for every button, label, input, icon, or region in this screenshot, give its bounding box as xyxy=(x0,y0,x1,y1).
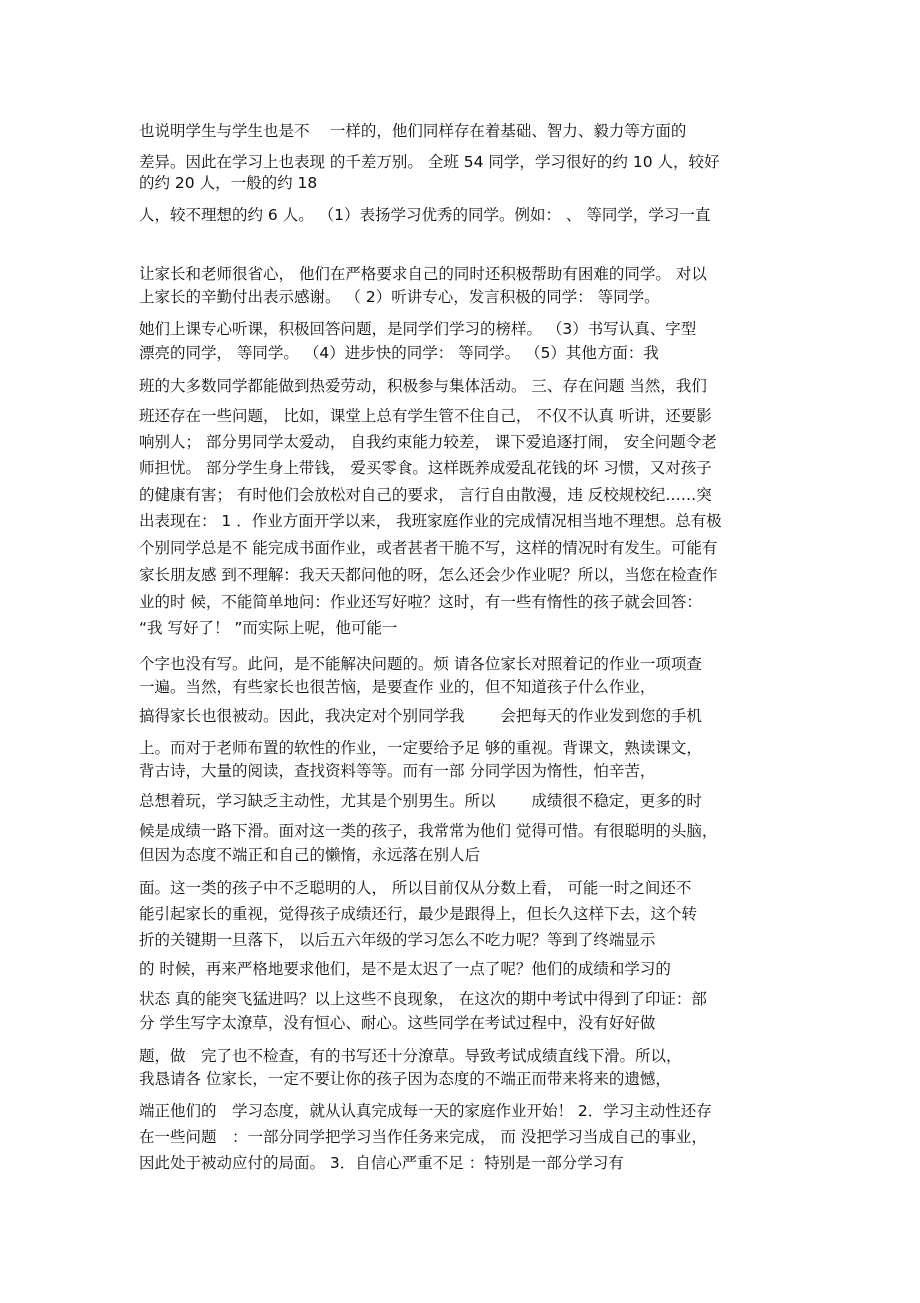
text-line: 在一些问题 ：一部分同学把学习当作任务来完成， 而 没把学习当成自己的事业， xyxy=(139,1128,707,1146)
text-line: 分 学生写字太潦草，没有恒心、耐心。这些同学在考试过程中，没有好好做 xyxy=(139,1014,656,1032)
text-line: 背古诗，大量的阅读，查找资料等等。而有一部 分同学因为惰性，怕辛苦， xyxy=(139,762,656,780)
text-line: 出表现在： 1 ．作业方面开学以来， 我班家庭作业的完成情况相当地不理想。总有极 xyxy=(139,512,722,530)
text-line: 折的关键期一旦落下， 以后五六年级的学习怎么不吃力呢？等到了终端显示 xyxy=(139,931,656,949)
text-line: 面。这一类的孩子中不乏聪明的人， 所以目前仅从分数上看， 可能一时之间还不 xyxy=(139,879,692,897)
text-line: 个别同学总是不 能完成书面作业，或者甚者干脆不写，这样的情况时有发生。可能有 xyxy=(139,539,718,557)
text-line: 的约 20 人，一般的约 18 xyxy=(139,174,318,192)
text-line: 人，较不理想的约 6 人。 （1）表扬学习优秀的同学。例如： 、 等同学，学习一直 xyxy=(139,206,711,224)
text-line: 她们上课专心听课，积极回答问题，是同学们学习的榜样。 （3）书写认真、字型 xyxy=(139,320,697,338)
text-line: 也说明学生与学生也是不 一样的，他们同样存在着基础、智力、毅力等方面的 xyxy=(139,122,687,140)
text-line: 师担忧。 部分学生身上带钱， 爱买零食。这样既养成爱乱花钱的坏 习惯，又对孩子 xyxy=(139,459,712,477)
text-line: 总想着玩，学习缺乏主动性，尤其是个别男生。所以 成绩很不稳定，更多的时 xyxy=(139,792,702,810)
text-line: 家长朋友感 到不理解：我天天都问他的呀，怎么还会少作业呢？所以，当您在检查作 xyxy=(139,566,718,584)
text-line: 我恳请各 位家长，一定不要让你的孩子因为态度的不端正而带来将来的遗憾， xyxy=(139,1070,671,1088)
text-line: 搞得家长也很被动。因此，我决定对个别同学我 会把每天的作业发到您的手机 xyxy=(139,707,702,725)
text-line: 但因为态度不端正和自己的懒惰，永远落在别人后 xyxy=(139,846,481,864)
text-line: 让家长和老师很省心， 他们在严格要求自己的同时还积极帮助有困难的同学。 对以 xyxy=(139,265,707,283)
text-line: 业的时 候，不能简单地问：作业还写好啦？这时，有一些有惰性的孩子就会回答： xyxy=(139,593,702,611)
text-line: 班的大多数同学都能做到热爱劳动，积极参与集体活动。 三、存在问题 当然，我们 xyxy=(139,377,707,395)
text-line: 状态 真的能突飞猛进吗？以上这些不良现象， 在这次的期中考试中得到了印证：部 xyxy=(139,990,707,1008)
text-line: 因此处于被动应付的局面。 3．自信心严重不足 ：特别是一部分学习有 xyxy=(139,1154,624,1172)
text-line: 端正他们的 学习态度，就从认真完成每一天的家庭作业开始！ 2．学习主动性还存 xyxy=(139,1102,712,1120)
text-line: 能引起家长的重视，觉得孩子成绩还行，最少是跟得上，但长久这样下去，这个转 xyxy=(139,905,698,923)
text-line: 的健康有害； 有时他们会放松对自己的要求， 言行自由散漫，违 反校规校纪……突 xyxy=(139,486,712,504)
text-line: “我 写好了！ ”而实际上呢，他可能一 xyxy=(139,619,398,637)
text-line: 响别人； 部分男同学太爱动， 自我约束能力较差， 课下爱追逐打闹， 安全问题令老 xyxy=(139,433,717,451)
text-line: 上。而对于老师布置的软性的作业，一定要给予足 够的重视。背课文，熟读课文， xyxy=(139,739,702,757)
text-line: 个字也没有写。此问，是不能解决问题的。烦 请各位家长对照着记的作业一项项查 xyxy=(139,655,702,673)
text-line: 候是成绩一路下滑。面对这一类的孩子，我常常为他们 觉得可惜。有很聪明的头脑， xyxy=(139,822,718,840)
text-line: 班还存在一些问题， 比如，课堂上总有学生管不住自己， 不仅不认真 听讲，还要影 xyxy=(139,407,712,425)
text-line: 上家长的辛勤付出表示感谢。 （ 2）听讲专心，发言积极的同学： 等同学。 xyxy=(139,288,660,306)
text-line: 题，做 完了也不检查，有的书写还十分潦草。导致考试成绩直线下滑。所以， xyxy=(139,1047,682,1065)
text-line: 差异。因此在学习上也表现 的千差万别。 全班 54 同学，学习很好的约 10 人，较好 xyxy=(139,153,720,171)
text-line: 漂亮的同学， 等同学。 （4）进步快的同学： 等同学。 （5）其他方面：我 xyxy=(139,344,659,362)
text-line: 一遍。当然，有些家长也很苦恼，是要查作 业的，但不知道孩子什么作业， xyxy=(139,678,656,696)
text-line: 的 时候，再来严格地要求他们，是不是太迟了一点了呢？他们的成绩和学习的 xyxy=(139,960,671,978)
